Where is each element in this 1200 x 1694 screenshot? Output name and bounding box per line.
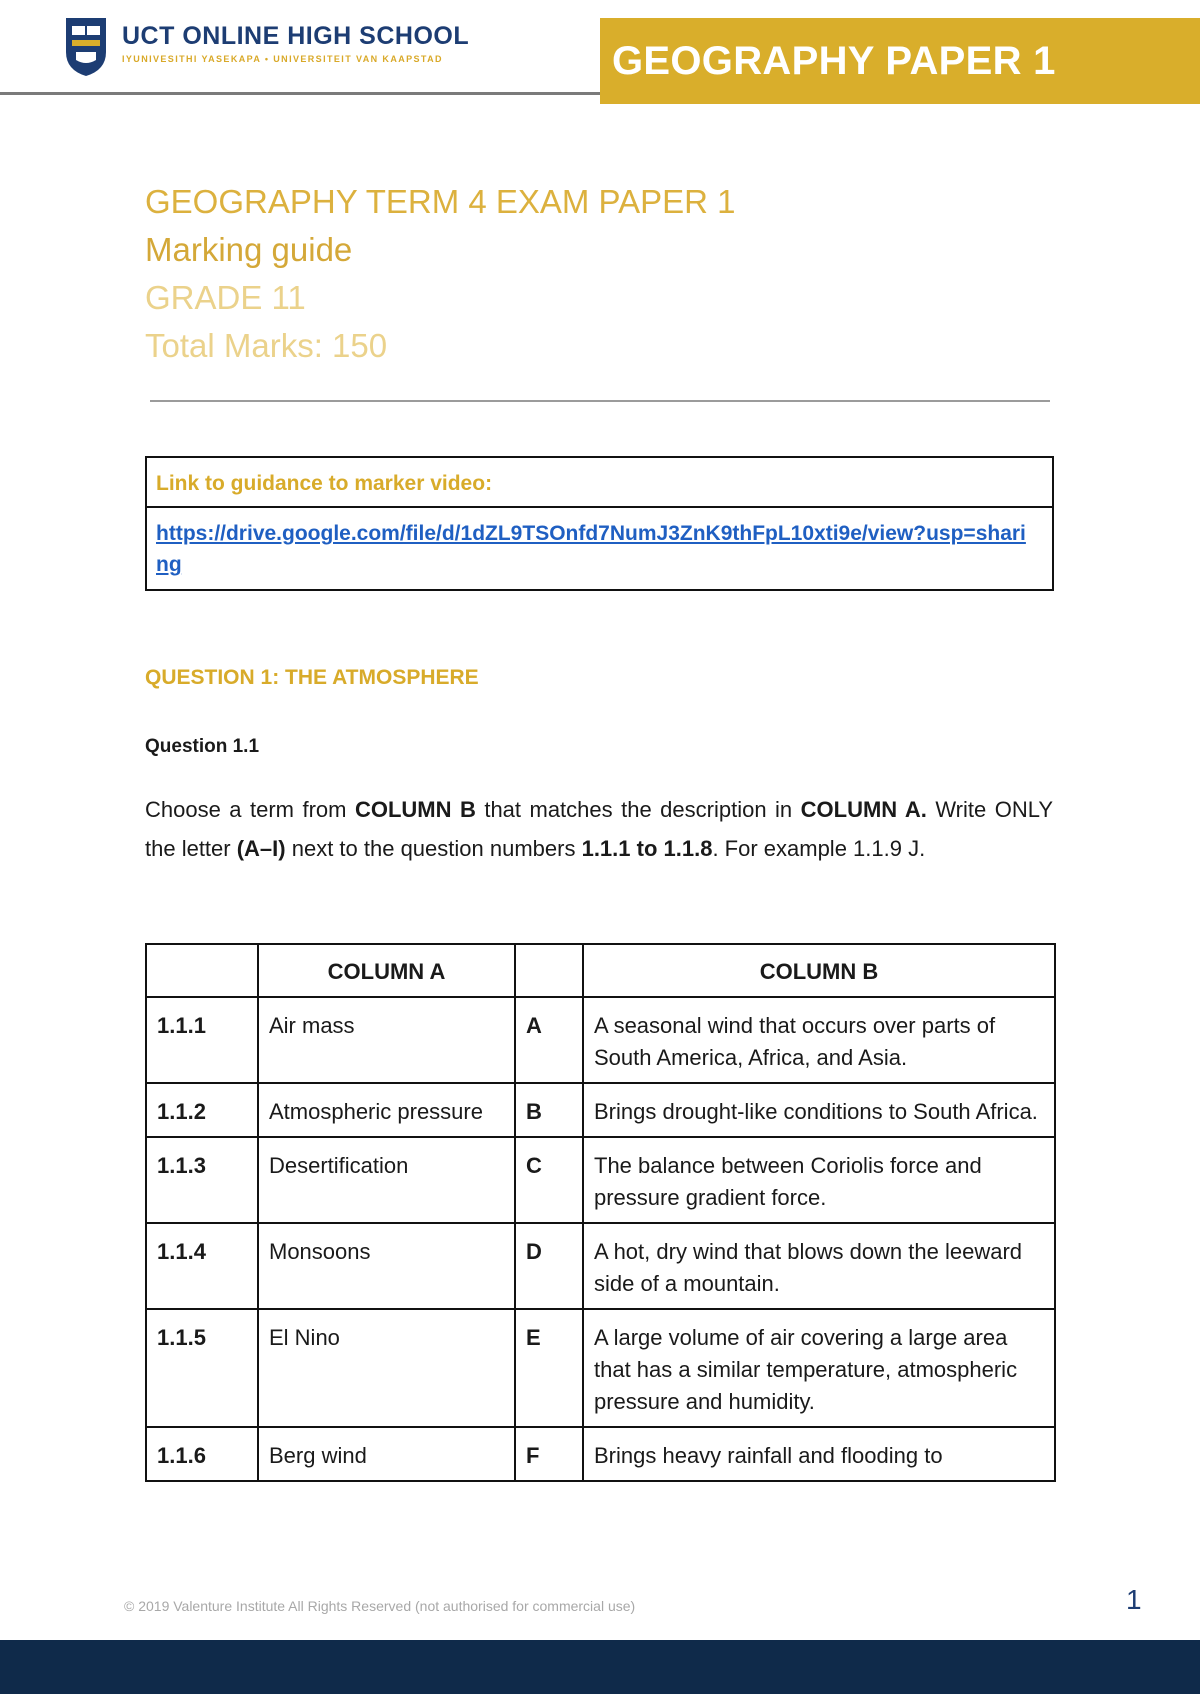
instr-text-4: next to the question numbers (285, 836, 582, 861)
table-row (146, 1137, 1055, 1223)
university-crest-icon (64, 16, 108, 78)
header-letter-cell (515, 944, 583, 997)
instr-text-1: Choose a term from (145, 797, 355, 822)
table-row (146, 1083, 1055, 1137)
column-b-description: The balance between Coriolis force and pressure gradient force. (583, 1137, 1055, 1223)
column-b-letter: D (515, 1223, 583, 1309)
instr-bold-3: (A–I) (236, 836, 286, 861)
column-a-term: Berg wind (258, 1427, 515, 1481)
exam-title: GEOGRAPHY TERM 4 EXAM PAPER 1 (145, 183, 736, 220)
question-number: 1.1.2 (146, 1083, 258, 1137)
instr-text-2: that matches the description in (475, 797, 801, 822)
matching-table (145, 943, 1056, 1482)
question-heading: QUESTION 1: THE ATMOSPHERE (145, 666, 479, 689)
column-b-letter: C (515, 1137, 583, 1223)
grade-label: GRADE 11 (145, 279, 306, 316)
column-b-description: Brings drought-like conditions to South Africa. (583, 1083, 1055, 1137)
copyright-notice: © 2019 Valenture Institute All Rights Reserved (not authorised for commercial use) (124, 1598, 636, 1614)
paper-banner (600, 18, 1200, 104)
table-row (146, 1309, 1055, 1427)
instr-bold-4: 1.1.1 to 1.1.8 (581, 836, 713, 861)
instr-text-3: Write ONLY the letter (145, 797, 1053, 861)
column-b-description: A hot, dry wind that blows down the leeward side of a mountain. (583, 1223, 1055, 1309)
total-marks-label: Total Marks: 150 (145, 327, 388, 364)
column-b-description: A seasonal wind that occurs over parts of South America, Africa, and Asia. (583, 997, 1055, 1083)
instr-text-5: . For example 1.1.9 J. (712, 836, 926, 861)
column-a-term: Monsoons (258, 1223, 515, 1309)
question-number: 1.1.4 (146, 1223, 258, 1309)
school-subtitle: IYUNIVESITHI YASEKAPA • UNIVERSITEIT VAN KAAPSTAD (122, 54, 443, 64)
title-divider (150, 400, 1050, 402)
marker-video-box (145, 456, 1054, 591)
document-title-block (145, 178, 736, 370)
column-a-header: COLUMN A (258, 944, 515, 997)
table-row (146, 1427, 1055, 1481)
marker-video-heading: Link to guidance to marker video: (147, 458, 1052, 508)
column-b-description: Brings heavy rainfall and flooding to (583, 1427, 1055, 1481)
column-a-term: El Nino (258, 1309, 515, 1427)
column-b-letter: F (515, 1427, 583, 1481)
paper-banner-text: GEOGRAPHY PAPER 1 (612, 38, 1056, 83)
header-divider (0, 92, 600, 95)
column-b-letter: A (515, 997, 583, 1083)
school-name: UCT ONLINE HIGH SCHOOL (122, 22, 470, 50)
question-number: 1.1.5 (146, 1309, 258, 1427)
column-b-header: COLUMN B (583, 944, 1055, 997)
marking-guide-label: Marking guide (145, 231, 353, 268)
marker-video-link[interactable]: https://drive.google.com/file/d/1dZL9TSOnfd7NumJ3ZnK9thFpL10xti9e/view?usp=sharing (156, 522, 1026, 576)
column-b-letter: B (515, 1083, 583, 1137)
table-row (146, 997, 1055, 1083)
question-subheading: Question 1.1 (145, 736, 260, 757)
footer-bar (0, 1640, 1200, 1694)
instr-bold-1: COLUMN B (354, 797, 476, 822)
question-instructions (145, 790, 1053, 868)
table-row (146, 1223, 1055, 1309)
question-number: 1.1.3 (146, 1137, 258, 1223)
column-b-description: A large volume of air covering a large area that has a similar temperature, atmospheric pressure and humidity. (583, 1309, 1055, 1427)
header-num-cell (146, 944, 258, 997)
column-a-term: Desertification (258, 1137, 515, 1223)
page-number: 1 (1126, 1584, 1142, 1615)
column-b-letter: E (515, 1309, 583, 1427)
question-number: 1.1.6 (146, 1427, 258, 1481)
column-a-term: Atmospheric pressure (258, 1083, 515, 1137)
instr-bold-2: COLUMN A. (800, 797, 927, 822)
column-a-term: Air mass (258, 997, 515, 1083)
table-header-row (146, 944, 1055, 997)
question-number: 1.1.1 (146, 997, 258, 1083)
